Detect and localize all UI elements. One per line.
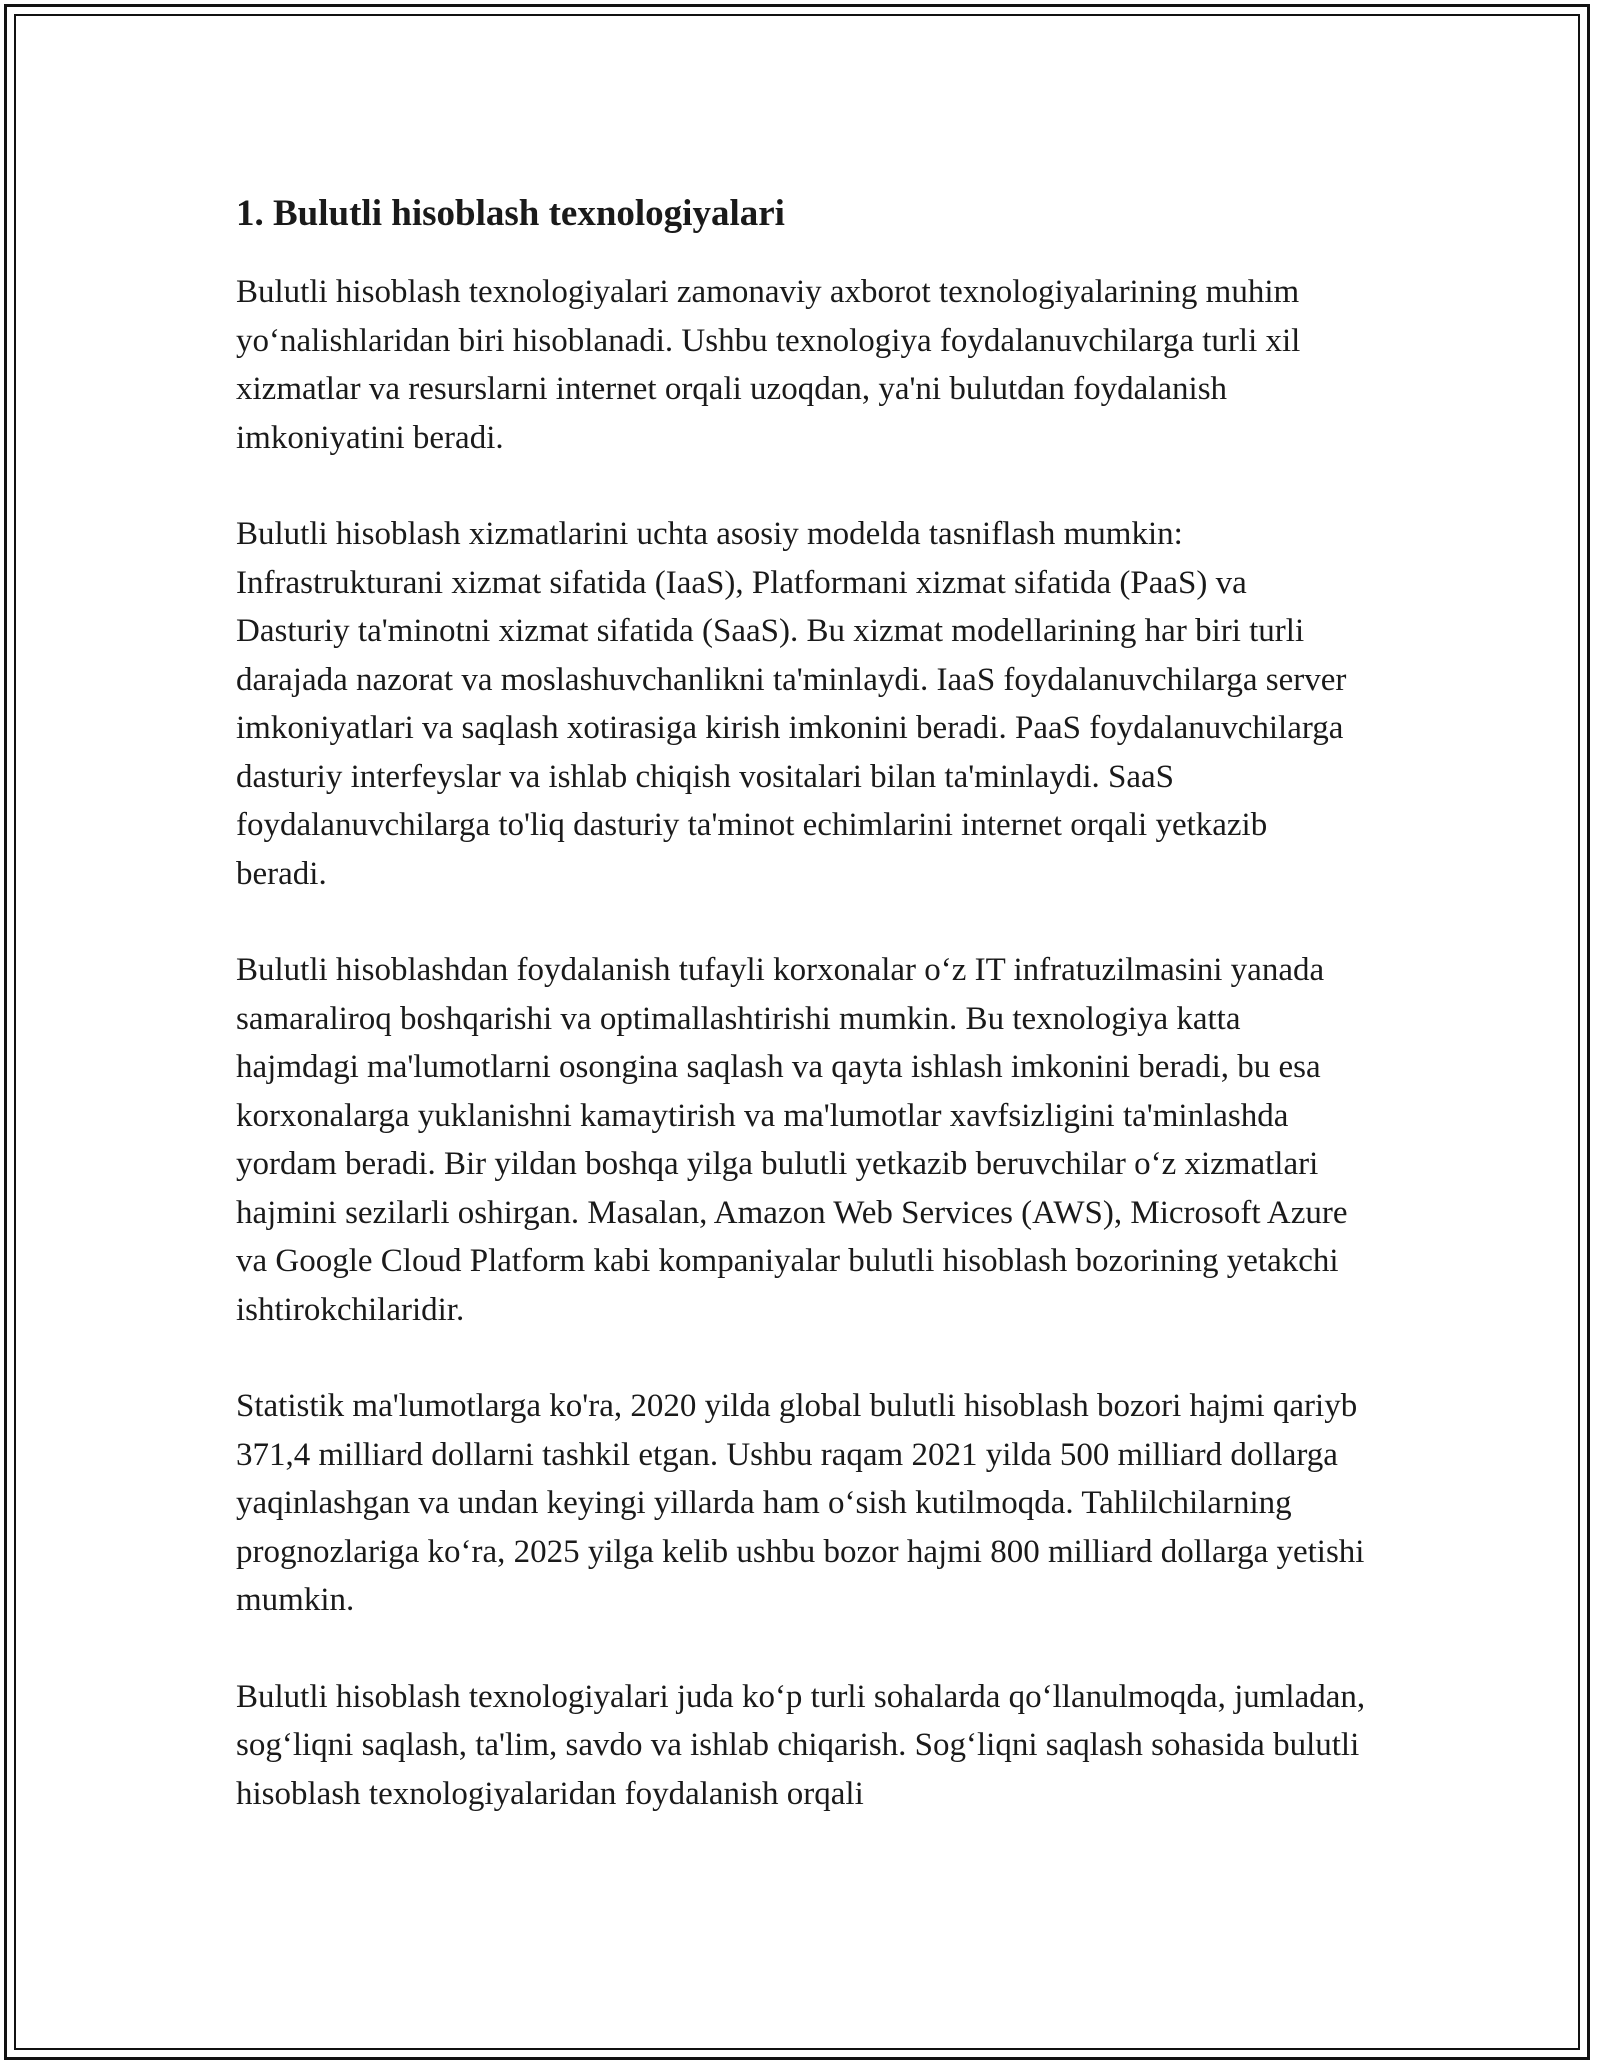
paragraph-benefits: Bulutli hisoblashdan foydalanish tufayli korxonalar o‘z IT infratuzilmasini yanada samaraliroq boshqarishi va optimallashtirishi mumkin. Bu texnologiya katta hajmdagi ma'lumotlarni osongina saqlash va qayta ishlash imkonini beradi, bu esa korxonalarga yuklanishni kamaytirish va ma'lumotlar xavfsizligini ta'minlashda yordam beradi. Bir yildan boshqa yilga bulutli yetkazib beruvchilar o‘z xizmatlari hajmini sezilarli oshirgan. Masalan, Amazon Web Services (AWS), Microsoft Azure va Google Cloud Platform kabi kompaniyalar bulutli hisoblash bozorining yetakchi ishtirokchilaridir. xyxy=(236,952,1348,1328)
section-heading: 1. Bulutli hisoblash texnologiyalari xyxy=(236,193,785,234)
paragraph-intro: Bulutli hisoblash texnologiyalari zamonaviy axborot texnologiyalarining muhim yo‘nalishlaridan biri hisoblanadi. Ushbu texnologiya foydalanuvchilarga turli xil xizmatlar va resurslarni internet orqali uzoqdan, ya'ni bulutdan foydalanish imkoniyatini beradi. xyxy=(236,274,1301,456)
document-body xyxy=(236,186,1366,1866)
paragraph-service-models: Bulutli hisoblash xizmatlarini uchta asosiy modelda tasniflash mumkin: Infrastrukturani xizmat sifatida (IaaS), Platformani xizmat sifatida (PaaS) va Dasturiy ta'minotni xizmat sifatida (SaaS). Bu xizmat modellarining har biri turli darajada nazorat va moslashuvchanlikni ta'minlaydi. IaaS foydalanuvchilarga server imkoniyatlari va saqlash xotirasiga kirish imkonini beradi. PaaS foydalanuvchilarga dasturiy interfeyslar va ishlab chiqish vositalari bilan ta'minlaydi. SaaS foydalanuvchilarga to'liq dasturiy ta'minot echimlarini internet orqali yetkazib beradi. xyxy=(236,516,1347,892)
paragraph-applications: Bulutli hisoblash texnologiyalari juda ko‘p turli sohalarda qo‘llanulmoqda, jumladan, sog‘liqni saqlash, ta'lim, savdo va ishlab chiqarish. Sog‘liqni saqlash sohasida bulutli hisoblash texnologiyalaridan foydalanish orqali xyxy=(236,1678,1366,1812)
paragraph-statistics: Statistik ma'lumotlarga ko'ra, 2020 yilda global bulutli hisoblash bozori hajmi qariyb 371,4 milliard dollarni tashkil etgan. Ushbu raqam 2021 yilda 500 milliard dollarga yaqinlashgan va undan keyingi yillarda ham o‘sish kutilmoqda. Tahlilchilarning prognozlariga ko‘ra, 2025 yilga kelib ushbu bozor hajmi 800 milliard dollarga yetishi mumkin. xyxy=(236,1388,1365,1618)
